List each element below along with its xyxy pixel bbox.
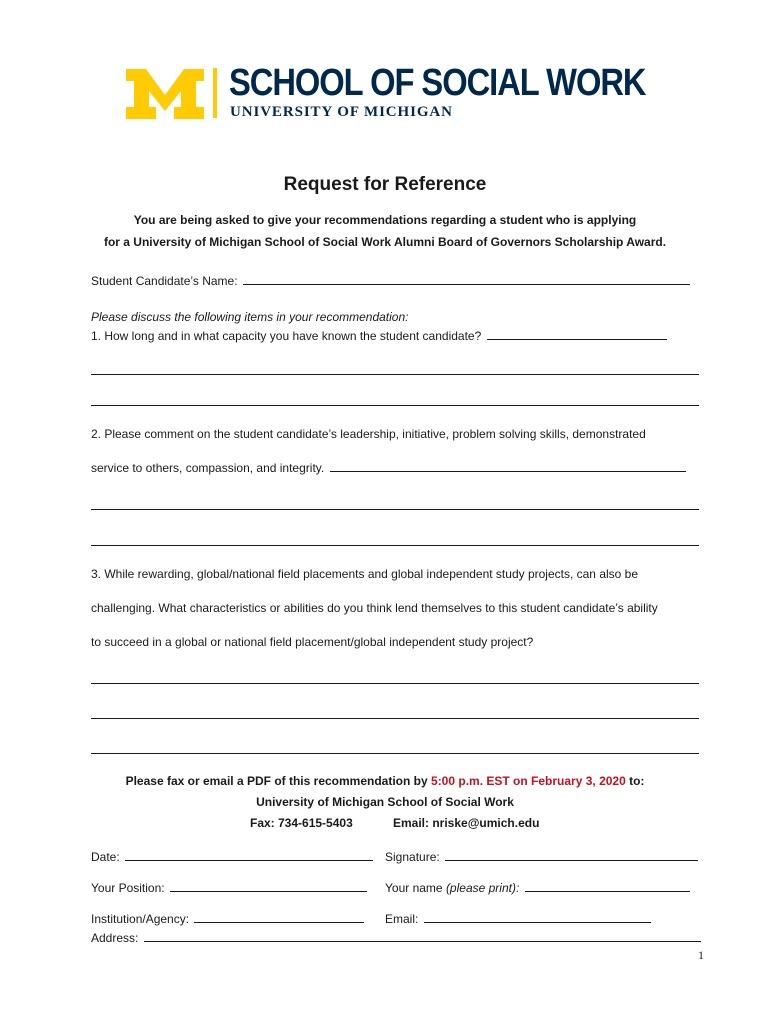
question-3-line-1: 3. While rewarding, global/national field placements and global independent study projects, can also be bbox=[91, 567, 639, 581]
question-2-answer-line-1[interactable] bbox=[91, 509, 699, 510]
question-2-line-1: 2. Please comment on the student candidate’s leadership, initiative, problem solving skills, demonstrated bbox=[91, 427, 646, 441]
name-label: Your name bbox=[385, 881, 446, 895]
address-field[interactable] bbox=[144, 930, 701, 942]
student-name-label: Student Candidate’s Name: bbox=[91, 274, 238, 288]
name-print-row bbox=[385, 880, 690, 896]
student-name-row bbox=[91, 273, 690, 289]
question-2-row bbox=[91, 460, 686, 476]
date-field[interactable] bbox=[125, 849, 373, 861]
question-2-answer-line-2[interactable] bbox=[91, 545, 699, 546]
question-3-answer-line-3[interactable] bbox=[91, 753, 699, 754]
question-3-answer-line-1[interactable] bbox=[91, 683, 699, 684]
page-number: 1 bbox=[698, 948, 704, 962]
question-1-row bbox=[91, 328, 667, 344]
position-label: Your Position: bbox=[91, 881, 165, 895]
address-row bbox=[91, 930, 701, 946]
university-block-m-logo bbox=[126, 69, 204, 119]
email-row bbox=[385, 911, 651, 927]
email-field[interactable] bbox=[424, 911, 651, 923]
school-name: SCHOOL OF SOCIAL WORK bbox=[229, 62, 646, 104]
question-3-line-2: challenging. What characteristics or abilities do you think lend themselves to this student candidate’s ability bbox=[91, 601, 658, 615]
question-3-answer-line-2[interactable] bbox=[91, 718, 699, 719]
signature-field[interactable] bbox=[445, 849, 698, 861]
institution-label: Institution/Agency: bbox=[91, 912, 190, 926]
question-2-inline-field[interactable] bbox=[330, 460, 686, 472]
university-name: UNIVERSITY OF MICHIGAN bbox=[230, 104, 453, 120]
logo-divider bbox=[213, 68, 217, 118]
institution-row bbox=[91, 911, 364, 927]
submission-email: Email: nriske@umich.edu bbox=[393, 816, 540, 830]
question-2-line-2: service to others, compassion, and integrity. bbox=[91, 461, 325, 475]
name-print-field[interactable] bbox=[525, 880, 690, 892]
submission-suffix: to: bbox=[625, 774, 645, 788]
date-row bbox=[91, 849, 373, 865]
position-row bbox=[91, 880, 367, 896]
date-label: Date: bbox=[91, 850, 120, 864]
name-label-hint: (please print): bbox=[445, 881, 520, 895]
signature-row bbox=[385, 849, 698, 865]
page-title: Request for Reference bbox=[283, 174, 487, 195]
fax-number: Fax: 734-615-5403 bbox=[250, 816, 353, 830]
position-field[interactable] bbox=[170, 880, 367, 892]
question-1-answer-line-2[interactable] bbox=[91, 405, 699, 406]
signature-label: Signature: bbox=[385, 850, 440, 864]
submission-organization: University of Michigan School of Social Work bbox=[256, 795, 514, 809]
intro-line-2: for a University of Michigan School of Social Work Alumni Board of Governors Scholarship Award. bbox=[103, 235, 667, 249]
address-label: Address: bbox=[91, 931, 139, 945]
submission-deadline: 5:00 p.m. EST on February 3, 2020 bbox=[431, 774, 626, 788]
institution-field[interactable] bbox=[194, 911, 364, 923]
question-1-text: 1. How long and in what capacity you have known the student candidate? bbox=[91, 329, 482, 343]
question-1-inline-field[interactable] bbox=[487, 328, 667, 340]
instructions-text: Please discuss the following items in your recommendation: bbox=[91, 310, 409, 324]
submission-instructions bbox=[0, 774, 770, 788]
student-name-field[interactable] bbox=[243, 273, 690, 285]
intro-line-1: You are being asked to give your recommendations regarding a student who is applying bbox=[133, 213, 637, 227]
submission-prefix: Please fax or email a PDF of this recommendation by bbox=[125, 774, 432, 788]
question-3-line-3: to succeed in a global or national field placement/global independent study project? bbox=[91, 635, 534, 649]
email-label: Email: bbox=[385, 912, 419, 926]
question-1-answer-line-1[interactable] bbox=[91, 374, 699, 375]
